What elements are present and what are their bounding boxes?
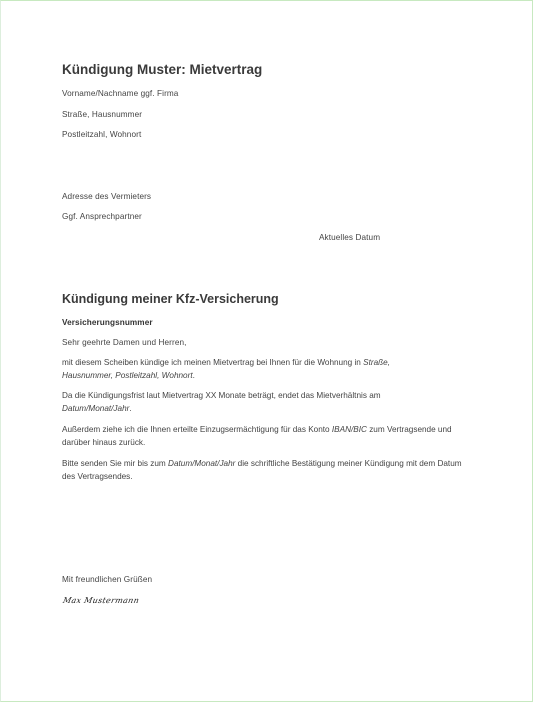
sender-name: Vorname/Nachname ggf. Firma bbox=[62, 89, 179, 98]
salutation: Sehr geehrte Damen und Herren, bbox=[62, 338, 187, 347]
handwritten-signature: Max Mustermann bbox=[62, 596, 141, 605]
closing-greeting: Mit freundlichen Grüßen bbox=[62, 575, 153, 584]
document-title: Kündigung Muster: Mietvertrag bbox=[62, 62, 263, 77]
recipient-address: Adresse des Vermieters bbox=[62, 192, 152, 201]
sender-street: Straße, Hausnummer bbox=[62, 110, 143, 119]
letter-subject: Kündigung meiner Kfz-Versicherung bbox=[62, 292, 279, 306]
letter-date: Aktuelles Datum bbox=[319, 233, 381, 242]
insurance-number-label: Versicherungsnummer bbox=[62, 318, 153, 327]
paragraph-confirmation: Bitte senden Sie mir bis zum Datum/Monat/Jahr die schriftliche Bestätigung meiner Kündigung mit dem Datum des Vertragsendes. bbox=[62, 459, 462, 481]
sender-city: Postleitzahl, Wohnort bbox=[62, 130, 142, 139]
paragraph-direct-debit: Außerdem ziehe ich die Ihnen erteilte Einzugsermächtigung für das Konto IBAN/BIC zum Vertragsende und darüber hinaus zurück. bbox=[62, 425, 452, 447]
paragraph-termination: mit diesem Scheiben kündige ich meinen Mietvertrag bei Ihnen für die Wohnung in Straße, Hausnummer, Postleitzahl, Wohnort. bbox=[62, 358, 390, 380]
recipient-contact: Ggf. Ansprechpartner bbox=[62, 212, 142, 221]
paragraph-notice-period: Da die Kündigungsfrist laut Mietvertrag XX Monate beträgt, endet das Mietverhältnis am Datum/Monat/Jahr. bbox=[62, 391, 381, 413]
